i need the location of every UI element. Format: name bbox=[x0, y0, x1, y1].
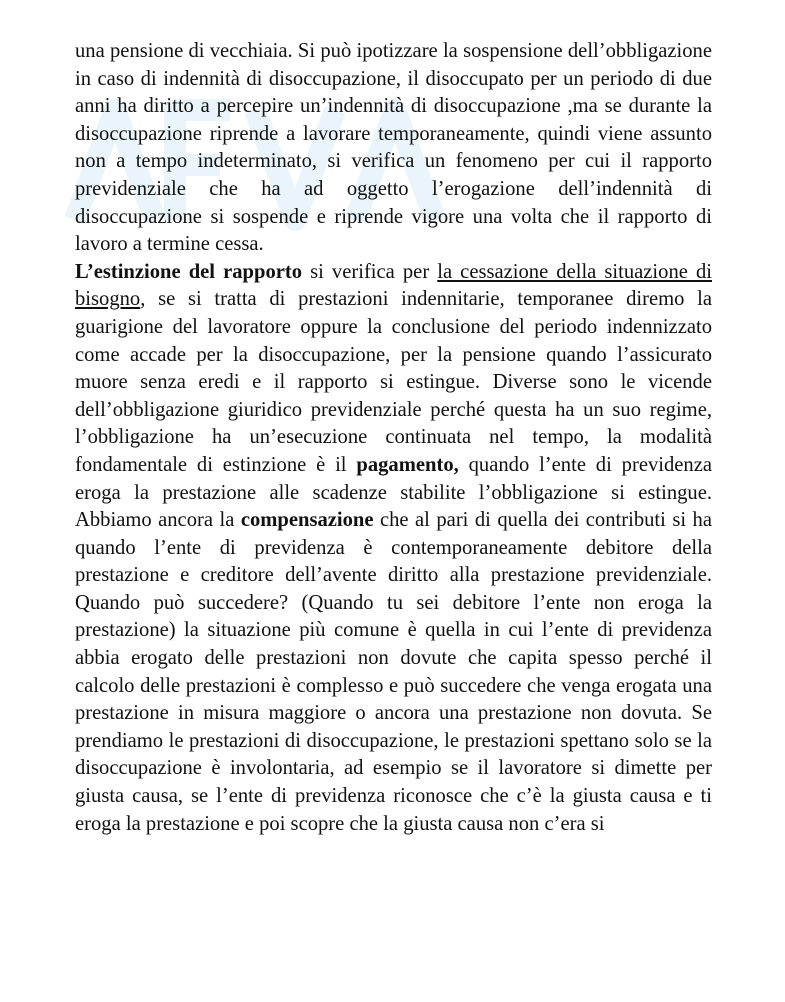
bold-term-estinzione: L’estinzione del rapporto bbox=[75, 260, 303, 283]
text-segment: quando l’ente di previdenza eroga la prestazione alle scadenze stabilite l’obbligazione si estingue. Abbiamo ancora la bbox=[75, 453, 712, 532]
bold-term-compensazione: compensazione bbox=[240, 509, 374, 532]
text-segment: si verifica per bbox=[302, 260, 438, 283]
paragraph-sospensione: una pensione di vecchiaia. Si può ipotizzare la sospensione dell’obbligazione in caso di indennità di disoccupazione, il disoccupato per un periodo di due anni ha diritto a percepire un’indennità di disoccupazione ,ma se durante la disoccupazione riprende a lavorare temporaneamente, quindi viene assunto non a tempo indeterminato, si verifica un fenomeno per cui il rapporto previdenziale che ha ad oggetto l’erogazione dell’indennità di disoccupazione si sospende e riprende vigore una volta che il rapporto di lavoro a termine cessa. bbox=[75, 40, 712, 256]
bold-term-pagamento: pagamento, bbox=[356, 453, 459, 476]
document-page bbox=[75, 38, 712, 838]
underlined-phrase: la cessazione della situazione di bisogno bbox=[75, 260, 712, 311]
text-segment: che al pari di quella dei contributi si ha quando l’ente di previdenza è contemporaneamente debitore della prestazione e creditore dell’avente diritto alla prestazione previdenziale. Quando può succedere? (Quando tu sei debitore l’ente non eroga la prestazione) la situazione più comune è quella in cui l’ente di previdenza abbia erogato delle prestazioni non dovute che capita spesso perché il calcolo delle prestazioni è complesso e può succedere che venga erogata una prestazione in misura maggiore o ancora una prestazione non dovuta. Se prendiamo le prestazioni di disoccupazione, le prestazioni spettano solo se la disoccupazione è involontaria, ad esempio se il lavoratore si dimette per giusta causa, se l’ente di previdenza riconosce che c’è la giusta causa e ti eroga la prestazione e poi scopre che la giusta causa non c’era si bbox=[75, 509, 712, 835]
text-segment: , se si tratta di prestazioni indennitarie, temporanee diremo la guarigione del lavoratore oppure la conclusione del periodo indennizzato come accade per la disoccupazione, per la pensione quando l’assicurato muore senza eredi e il rapporto si estingue. Diverse sono le vicende dell’obbligazione giuridico previdenziale perché questa ha un suo regime, l’obbligazione ha un’esecuzione continuata nel tempo, la modalità fondamentale di estinzione è il bbox=[75, 288, 712, 476]
paragraph-estinzione bbox=[75, 259, 712, 838]
